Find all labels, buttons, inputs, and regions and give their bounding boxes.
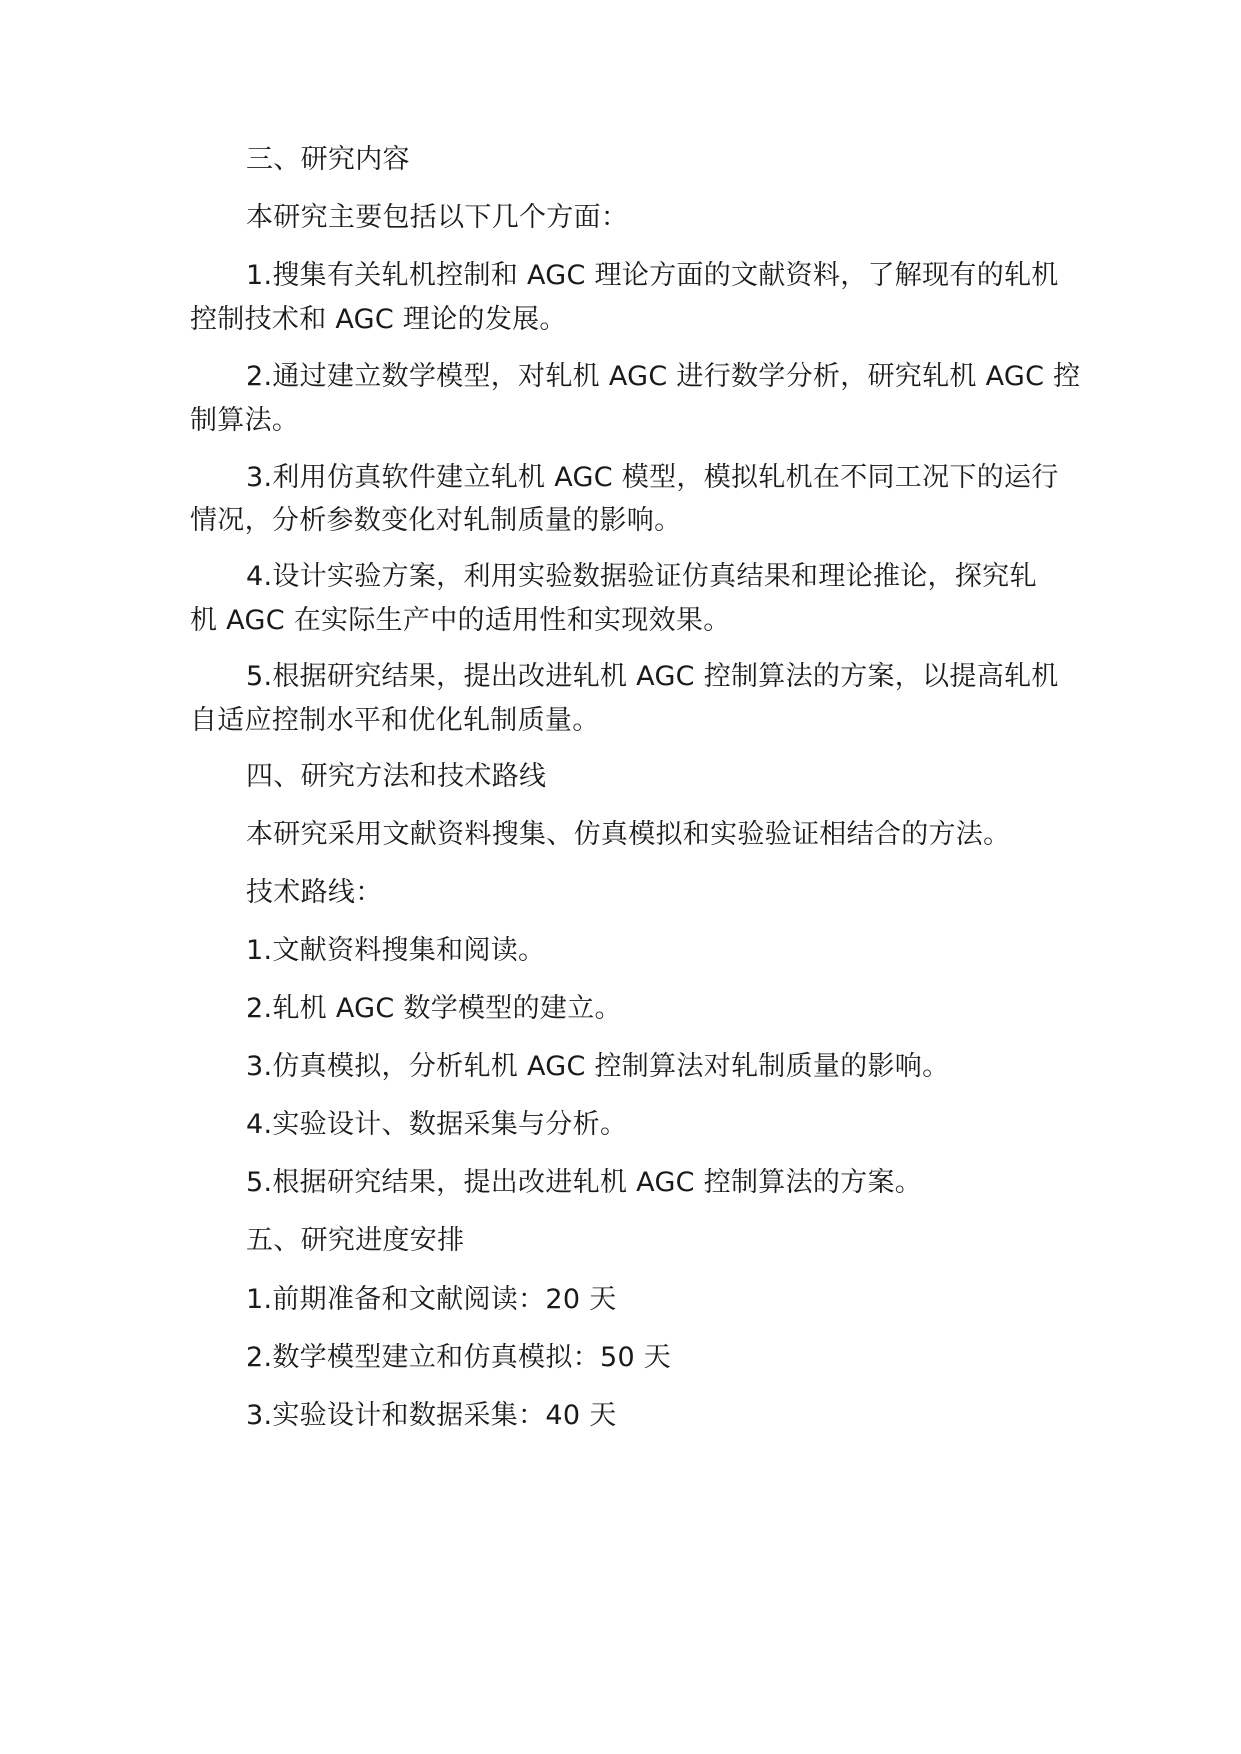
paragraph: 本研究主要包括以下几个方面：	[246, 202, 629, 233]
list-item: 5.根据研究结果，提出改进轧机 AGC 控制算法的方案。	[246, 1167, 923, 1198]
list-item: 5.根据研究结果，提出改进轧机 AGC 控制算法的方案，以提高轧机	[246, 661, 1059, 692]
list-item-continuation: 情况，分析参数变化对轧制质量的影响。	[190, 505, 682, 536]
list-item: 3.利用仿真软件建立轧机 AGC 模型，模拟轧机在不同工况下的运行	[246, 462, 1059, 493]
list-item: 2.数学模型建立和仿真模拟：50 天	[246, 1342, 672, 1373]
section-heading: 五、研究进度安排	[246, 1225, 465, 1256]
list-item-continuation: 制算法。	[190, 405, 300, 436]
section-heading: 四、研究方法和技术路线	[246, 761, 547, 792]
list-item: 3.实验设计和数据采集：40 天	[246, 1400, 617, 1431]
list-item: 1.前期准备和文献阅读：20 天	[246, 1284, 617, 1315]
list-item: 4.设计实验方案，利用实验数据验证仿真结果和理论推论，探究轧	[246, 561, 1037, 592]
list-item-continuation: 自适应控制水平和优化轧制质量。	[190, 705, 600, 736]
list-item: 1.搜集有关轧机控制和 AGC 理论方面的文献资料，了解现有的轧机	[246, 260, 1059, 291]
paragraph: 本研究采用文献资料搜集、仿真模拟和实验验证相结合的方法。	[246, 819, 1011, 850]
list-item: 4.实验设计、数据采集与分析。	[246, 1109, 628, 1140]
list-item-continuation: 机 AGC 在实际生产中的适用性和实现效果。	[190, 605, 731, 636]
list-item-continuation: 控制技术和 AGC 理论的发展。	[190, 304, 567, 335]
list-item: 1.文献资料搜集和阅读。	[246, 935, 546, 966]
list-item: 3.仿真模拟，分析轧机 AGC 控制算法对轧制质量的影响。	[246, 1051, 950, 1082]
section-heading: 三、研究内容	[246, 144, 410, 175]
list-item: 2.通过建立数学模型，对轧机 AGC 进行数学分析，研究轧机 AGC 控	[246, 361, 1081, 392]
paragraph-label: 技术路线：	[246, 877, 383, 908]
list-item: 2.轧机 AGC 数学模型的建立。	[246, 993, 622, 1024]
